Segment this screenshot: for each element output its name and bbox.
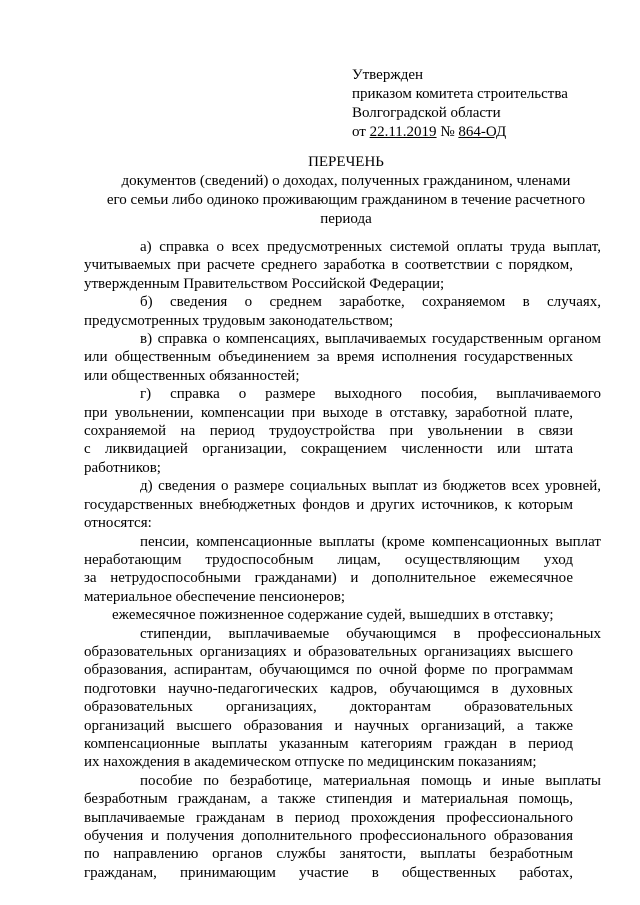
- document-title: [96, 153, 596, 229]
- text-line: или общественных обязанностей;: [84, 367, 300, 384]
- approval-stamp: [352, 66, 568, 142]
- text-line: безработным гражданам, а также стипендия и материальная помощь,: [84, 791, 573, 808]
- text-line: с ликвидацией организации, сокращением численности или штата: [84, 441, 573, 458]
- approval-title: Утвержден: [352, 67, 424, 83]
- approval-date: 22.11.2019: [369, 124, 437, 140]
- text-line: выплачиваемые гражданам в период прохождения профессионального: [84, 809, 573, 826]
- text-line: относятся:: [84, 515, 152, 532]
- text-line: работников;: [84, 459, 161, 476]
- text-line: ежемесячное пожизненное содержание судей, вышедших в отставку;: [112, 607, 554, 624]
- approval-date-line: от 22.11.2019 № 864-ОД: [352, 124, 507, 140]
- document-body: [84, 238, 601, 882]
- text-line: д) сведения о размере социальных выплат из бюджетов всех уровней,: [140, 478, 601, 495]
- item-a: [84, 238, 601, 293]
- approval-order: приказом комитета строительства: [352, 86, 568, 102]
- sub-pensions: [84, 533, 601, 607]
- text-line: образовательных организациях, докторантам образовательных: [84, 699, 573, 716]
- item-g: [84, 385, 601, 477]
- text-line: а) справка о всех предусмотренных системой оплаты труда выплат,: [140, 239, 601, 255]
- text-line: образования, аспирантам, обучающимся по очной форме по программам: [84, 662, 573, 679]
- text-line: предусмотренных трудовым законодательством;: [84, 312, 394, 329]
- item-b: [84, 293, 601, 330]
- approval-number: 864-ОД: [458, 124, 507, 140]
- text-line: их нахождения в академическом отпуске по медицинским показаниям;: [84, 754, 537, 771]
- text-line: образовательных организациях и образовательных организациях высшего: [84, 643, 573, 660]
- text-line: или общественным объединением за время исполнения государственных: [84, 349, 573, 366]
- text-line: по направлению органов службы занятости, выплаты безработным: [84, 846, 573, 863]
- title-line: документов (сведений) о доходах, полученных гражданином, членами: [121, 173, 571, 189]
- text-line: гражданам, принимающим участие в общественных работах,: [84, 864, 573, 881]
- item-c: [84, 330, 601, 385]
- sub-unemployment: [84, 772, 601, 882]
- text-line: подготовки научно-педагогических кадров, обучающимся в духовных: [84, 680, 573, 697]
- text-line: сохраняемой на период трудоустройства при увольнении в связи: [84, 423, 573, 440]
- text-line: организаций высшего образования и научных организаций, а также: [84, 717, 573, 734]
- text-line: г) справка о размере выходного пособия, выплачиваемого: [140, 386, 601, 403]
- text-line: в) справка о компенсациях, выплачиваемых государственным органом: [140, 331, 601, 348]
- title-line: его семьи либо одиноко проживающим гражданином в течение расчетного: [106, 192, 586, 208]
- text-line: компенсационные выплаты указанным категориям граждан в период: [84, 735, 573, 752]
- text-line: пенсии, компенсационные выплаты (кроме компенсационных выплат: [140, 533, 601, 550]
- text-line: неработающим трудоспособным лицам, осуществляющим уход: [84, 551, 573, 568]
- sub-judges: [84, 606, 573, 624]
- text-line: утвержденным Правительством Российской Федерации;: [84, 275, 445, 292]
- approval-region: Волгоградской области: [352, 105, 501, 121]
- item-d: [84, 477, 601, 532]
- text-line: за нетрудоспособными гражданами) и дополнительное ежемесячное: [84, 570, 573, 587]
- text-line: б) сведения о среднем заработке, сохраняемом в случаях,: [140, 294, 601, 311]
- text-line: пособие по безработице, материальная помощь и иные выплаты: [140, 772, 601, 789]
- text-line: при увольнении, компенсации при выходе в отставку, заработной плате,: [84, 404, 573, 421]
- title-heading: ПЕРЕЧЕНЬ: [308, 154, 384, 170]
- text-line: материальное обеспечение пенсионеров;: [84, 588, 346, 605]
- text-line: учитываемых при расчете среднего заработка в соответствии с порядком,: [84, 257, 573, 274]
- sub-stipends: [84, 625, 601, 772]
- text-line: обучения и получения дополнительного профессионального образования: [84, 828, 573, 844]
- title-line: периода: [320, 211, 372, 227]
- text-line: государственных внебюджетных фондов и других источников, к которым: [84, 496, 573, 513]
- text-line: стипендии, выплачиваемые обучающимся в профессиональных: [140, 625, 601, 642]
